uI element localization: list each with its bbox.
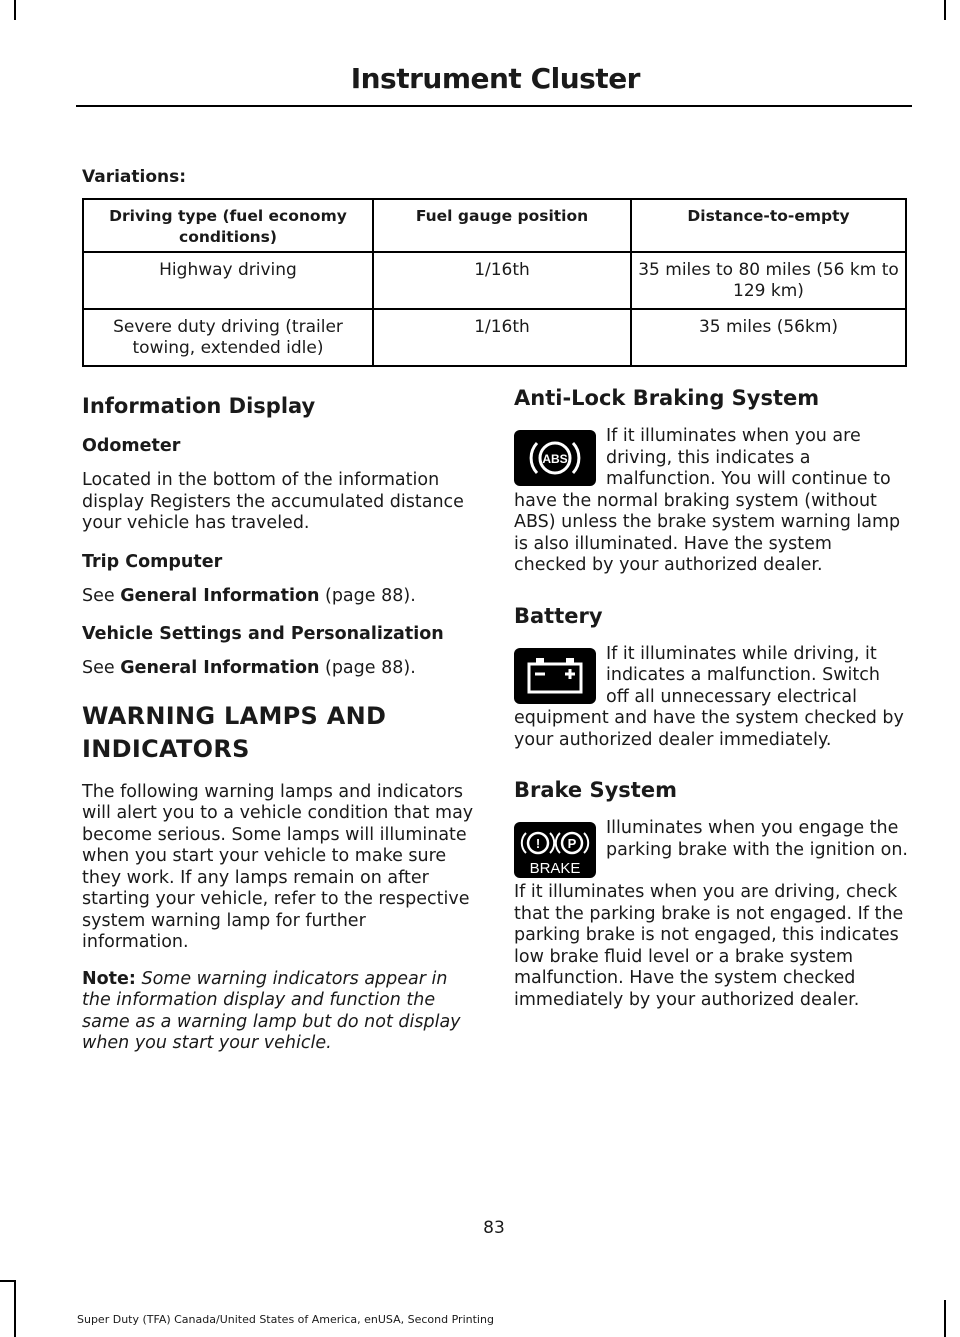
svg-text:!: ! — [535, 836, 541, 851]
table-cell: 1/16th — [373, 309, 631, 366]
odometer-text: Located in the bottom of the information display Registers the accumulated distance your vehicle has traveled. — [82, 470, 464, 533]
warning-lamps-heading — [82, 700, 475, 766]
abs-icon-label: ABS — [542, 452, 568, 466]
battery-text: If it illuminates while driving, it indicates a malfunction. Switch off all unnecessary electrical equipment and have the system checked by your authorized dealer immediately. — [514, 643, 904, 750]
note-text: Some warning indicators appear in the information display and function the same as a warning lamp but do not display when you start your vehicle. — [82, 968, 461, 1053]
note-label: Note: — [82, 968, 136, 989]
page-number: 83 — [483, 1218, 505, 1238]
trip-computer-reference — [82, 586, 475, 608]
header-rule — [76, 105, 912, 107]
table-header-row — [83, 199, 906, 252]
battery-heading: Battery — [514, 603, 603, 628]
crop-mark-bottom-left — [14, 1280, 16, 1337]
left-column — [82, 392, 475, 1070]
crop-mark-bottom-left-h — [0, 1280, 16, 1282]
crop-mark-top-left — [14, 0, 16, 20]
trip-computer-heading: Trip Computer — [82, 551, 223, 572]
warning-heading-line2: INDICATORS — [82, 734, 250, 763]
right-column — [514, 384, 908, 1026]
table-row — [83, 252, 906, 309]
warning-heading-line1: WARNING LAMPS AND — [82, 701, 387, 730]
battery-warning-icon — [514, 648, 596, 704]
odometer-heading: Odometer — [82, 436, 181, 456]
page-title: Instrument Cluster — [350, 62, 640, 95]
footer-text: Super Duty (TFA) Canada/United States of America, enUSA, Second Printing — [77, 1313, 494, 1326]
see-label: See — [82, 658, 121, 678]
table-cell: Highway driving — [83, 252, 373, 309]
warning-intro-text: The following warning lamps and indicators will alert you to a vehicle condition that may become serious. Some lamps will illuminate when you start your vehicle to make sure they work. If any lamps remain on after starting your vehicle, refer to the respective system warning lamp for further information. — [82, 781, 474, 952]
page-reference: (page 88). — [319, 658, 416, 678]
column-header-distance: Distance-to-empty — [631, 199, 906, 252]
see-label: See — [82, 585, 121, 606]
brake-text-2: If it illuminates when you are driving, check that the parking brake is not engaged. If the parking brake is not engaged, this indicates low brake fluid level or a brake system malfunction. Have the system checked immediately by your authorized dealer. — [514, 882, 904, 1010]
variations-label: Variations: — [82, 167, 187, 187]
brake-system-heading: Brake System — [514, 778, 677, 802]
column-header-fuel-gauge: Fuel gauge position — [373, 199, 631, 252]
abs-heading: Anti-Lock Braking System — [514, 386, 820, 410]
page-reference: (page 88). — [319, 585, 416, 606]
vehicle-settings-heading: Vehicle Settings and Personalization — [82, 624, 444, 644]
table-cell: 35 miles (56km) — [631, 309, 906, 366]
warning-note — [82, 969, 475, 1055]
general-information-link[interactable]: General Information — [120, 658, 320, 678]
table-cell: 35 miles to 80 miles (56 km to 129 km) — [631, 252, 906, 309]
variations-table — [82, 198, 907, 367]
table-row — [83, 309, 906, 366]
brake-text-1: Illuminates when you engage the parking brake with the ignition on. — [606, 818, 908, 860]
column-header-driving-type: Driving type (fuel economy conditions) — [83, 199, 373, 252]
svg-text:P: P — [567, 836, 577, 851]
information-display-heading: Information Display — [82, 394, 316, 418]
abs-warning-icon — [514, 430, 596, 486]
table-cell: 1/16th — [373, 252, 631, 309]
crop-mark-top-right — [944, 0, 946, 20]
table-cell: Severe duty driving (trailer towing, extended idle) — [83, 309, 373, 366]
vehicle-settings-reference — [82, 658, 475, 680]
brake-warning-icon — [514, 822, 596, 878]
general-information-link[interactable]: General Information — [120, 585, 320, 606]
abs-text: If it illuminates when you are driving, this indicates a malfunction. You will continue to have the normal braking system (without ABS) unless the brake system warning lamp is also illuminated. Have the system checked by your authorized dealer. — [514, 426, 901, 575]
crop-mark-bottom-right — [944, 1300, 946, 1337]
brake-icon-label: BRAKE — [529, 860, 581, 877]
